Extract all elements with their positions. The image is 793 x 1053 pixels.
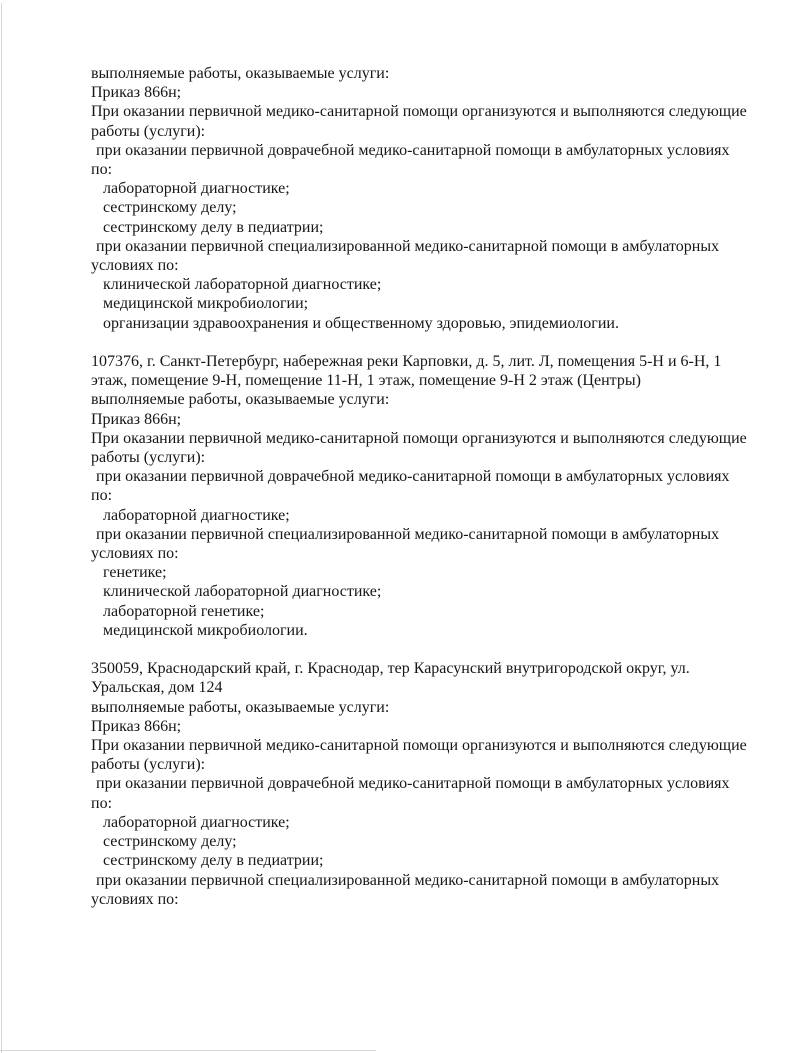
text-line: при оказании первичной специализированной медико-санитарной помощи в амбулаторных условиях по: [91,871,720,908]
text-line: сестринскому делу в педиатрии; [103,218,324,236]
address-line: 107376, г. Санкт-Петербург, набережная реки Карповки, д. 5, лит. Л, помещения 5-Н и 6-Н, 1 этаж, помещение 9-Н, помещение 11-Н, 1 этаж, помещение 9-Н 2 этаж (Центры) [91,353,722,390]
text-line: лабораторной диагностике; [103,506,290,524]
text-line: Приказ 866н; [91,84,182,102]
text-line: сестринскому делу в педиатрии; [103,852,324,870]
text-line: лабораторной диагностике; [103,813,290,831]
address-block [91,64,751,333]
text-line: медицинской микробиологии; [103,295,309,313]
text-line: клинической лабораторной диагностике; [103,583,382,601]
text-line: при оказании первичной доврачебной медико-санитарной помощи в амбулаторных условиях по: [91,775,730,812]
text-line: лабораторной диагностике; [103,180,290,198]
text-line: при оказании первичной специализированной медико-санитарной помощи в амбулаторных условиях по: [91,525,720,563]
text-line: при оказании первичной специализированной медико-санитарной помощи в амбулаторных условиях по: [91,237,720,275]
text-line: лабораторной генетике; [103,602,265,620]
text-line: организации здравоохранения и общественному здоровью, эпидемиологии. [103,314,619,332]
text-line: Приказ 866н; [91,717,182,735]
address-line: 350059, Краснодарский край, г. Краснодар, тер Карасунский внутригородской округ, ул. Уральская, дом 124 [91,660,690,697]
text-line: сестринскому делу; [103,199,237,217]
text-line: при оказании первичной доврачебной медико-санитарной помощи в амбулаторных условиях по: [91,141,730,179]
text-line: выполняемые работы, оказываемые услуги: [91,698,390,716]
address-block [91,659,751,909]
text-line: Приказ 866н; [91,410,182,428]
text-line: при оказании первичной доврачебной медико-санитарной помощи в амбулаторных условиях по: [91,468,730,505]
page-bottom-edge-line [0,1050,376,1051]
document-content [91,64,751,909]
text-line: клинической лабораторной диагностике; [103,276,382,294]
text-line: выполняемые работы, оказываемые услуги: [91,65,390,82]
address-block [91,352,751,640]
page-left-edge-line [1,3,2,1053]
text-line: выполняемые работы, оказываемые услуги: [91,391,390,409]
text-line: генетике; [103,564,167,582]
text-line: сестринскому делу; [103,833,237,851]
text-line: медицинской микробиологии. [103,621,308,639]
text-line: При оказании первичной медико-санитарной помощи организуются и выполняются следующие работы (услуги): [91,429,747,467]
text-line: При оказании первичной медико-санитарной помощи организуются и выполняются следующие работы (услуги): [91,103,747,140]
text-line: При оказании первичной медико-санитарной помощи организуются и выполняются следующие работы (услуги): [91,737,747,774]
